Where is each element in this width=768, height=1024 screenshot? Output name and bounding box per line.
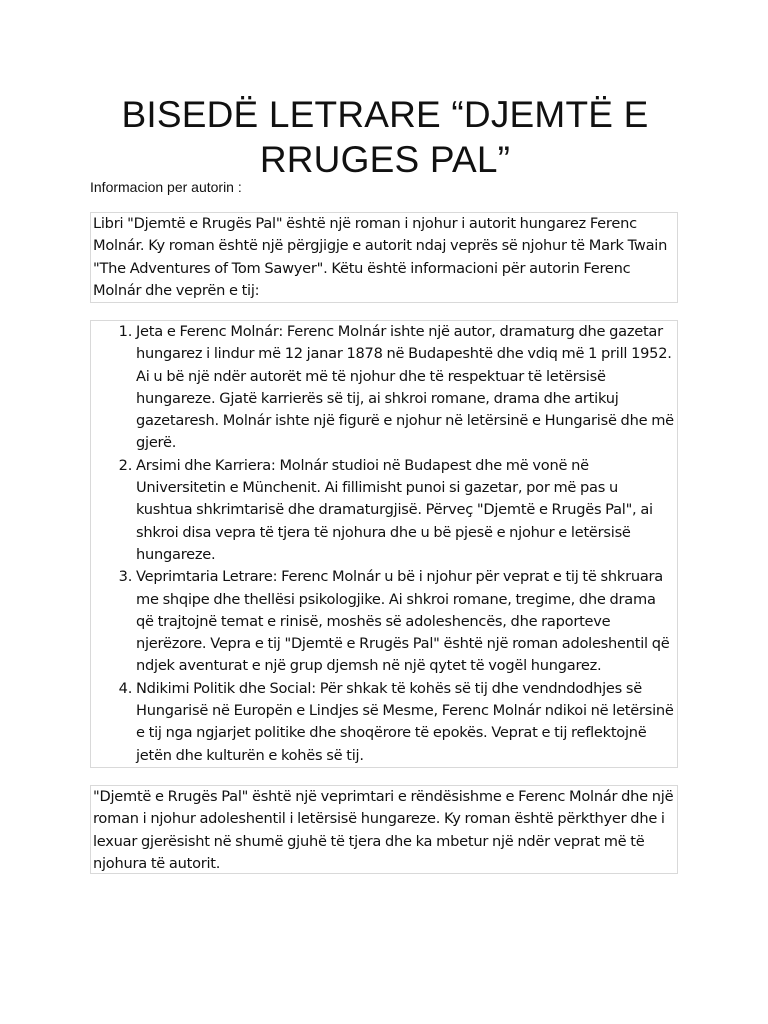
intro-textbox	[90, 212, 678, 303]
conclusion-paragraph: "Djemtë e Rrugës Pal" është një veprimtari e rëndësishme e Ferenc Molnár dhe një roman i njohur adoleshentil i letërsisë hungareze. Ky roman është përkthyer dhe i lexuar gjerësisht në shumë gjuhë të tjera dhe ka mbetur një ndër veprat më të njohura të autorit.	[93, 788, 674, 872]
author-details-textbox	[90, 320, 678, 768]
conclusion-textbox	[90, 785, 678, 874]
author-info-heading: Informacion per autorin :	[90, 179, 242, 195]
intro-paragraph: Libri "Djemtë e Rrugës Pal" është një roman i njohur i autorit hungarez Ferenc Molnár. Ky roman është një përgjigje e autorit ndaj veprës së njohur të Mark Twain "The Adventures of Tom Sawyer". Këtu është informacioni për autorin Ferenc Molnár dhe veprën e tij:	[93, 215, 668, 299]
author-details-list	[91, 321, 677, 767]
list-item: 1. Jeta e Ferenc Molnár: Ferenc Molnár ishte një autor, dramaturg dhe gazetar hungarez i lindur më 12 janar 1878 në Budapeshtë dhe vdiq më 1 prill 1952. Ai u bë një ndër autorët më të njohur dhe të respektuar të letërsisë hungareze. Gjatë karrierës së tij, ai shkroi romane, drama dhe artikuj gazetaresh. Molnár ishte një figurë e njohur në letërsinë e Hungarisë dhe më gjerë.	[136, 321, 677, 455]
page-title: BISEDË LETRARE “DJEMTË E RRUGES PAL”	[121, 94, 649, 180]
list-item: 4. Ndikimi Politik dhe Social: Për shkak të kohës së tij dhe vendndodhjes së Hungarisë në Europën e Lindjes së Mesme, Ferenc Molnár ndikoi në letërsinë e tij nga ngjarjet politike dhe shoqërore të epokës. Veprat e tij reflektojnë jetën dhe kulturën e kohës së tij.	[136, 678, 677, 767]
list-item: 2. Arsimi dhe Karriera: Molnár studioi në Budapest dhe më vonë në Universitetin e Münchenit. Ai fillimisht punoi si gazetar, por më pas u kushtua shkrimtarisë dhe dramaturgjisë. Përveç "Djemtë e Rrugës Pal", ai shkroi disa vepra të tjera të njohura dhe u bë pjesë e njohur e letërsisë hungareze.	[136, 455, 677, 566]
list-item: 3. Veprimtaria Letrare: Ferenc Molnár u bë i njohur për veprat e tij të shkruara me shqipe dhe thellësi psikologjike. Ai shkroi romane, tregime, dhe drama që trajtojnë temat e rinisë, moshës së adoleshencës, dhe raporteve njerëzore. Vepra e tij "Djemtë e Rrugës Pal" është një roman adoleshentil që ndjek aventurat e një grup djemsh në një qytet të vogël hungarez.	[136, 566, 677, 677]
